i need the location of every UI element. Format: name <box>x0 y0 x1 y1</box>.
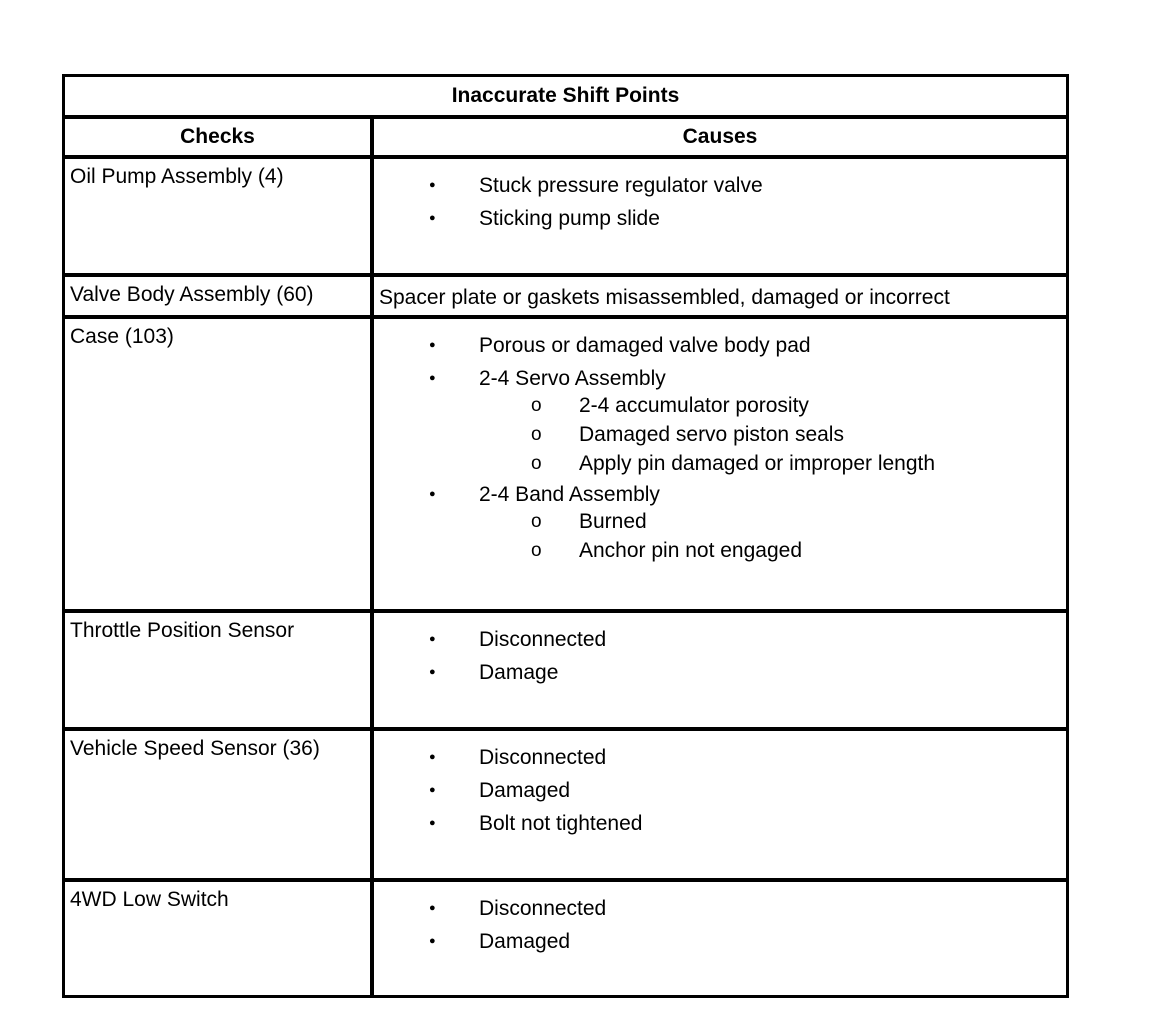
table-row <box>65 159 1066 277</box>
cause-list <box>374 159 1066 235</box>
cause-list <box>374 731 1066 840</box>
cause-item: ● Sticking pump slide <box>374 202 1066 235</box>
cause-item: ● Stuck pressure regulator valve <box>374 169 1066 202</box>
sub-cause-item: o Damaged servo piston seals <box>479 420 1066 449</box>
causes-cell <box>374 882 1066 995</box>
table-row <box>65 731 1066 882</box>
check-cell: Vehicle Speed Sensor (36) <box>65 731 374 878</box>
cause-item: ● Bolt not tightened <box>374 807 1066 840</box>
check-cell: 4WD Low Switch <box>65 882 374 995</box>
check-cell: Throttle Position Sensor <box>65 613 374 727</box>
diagnostic-table <box>62 74 1069 998</box>
cause-label: 2-4 Servo Assembly <box>479 367 666 390</box>
check-cell: Valve Body Assembly (60) <box>65 277 374 315</box>
cause-item: ● Disconnected <box>374 741 1066 774</box>
causes-cell <box>374 613 1066 727</box>
sub-cause-item: o Burned <box>479 507 1066 536</box>
table-row <box>65 319 1066 613</box>
table-row <box>65 882 1066 995</box>
sub-cause-item: o Apply pin damaged or improper length <box>479 449 1066 478</box>
sub-cause-list <box>479 391 1066 478</box>
causes-cell <box>374 159 1066 273</box>
sub-cause-item: o Anchor pin not engaged <box>479 536 1066 565</box>
table-title: Inaccurate Shift Points <box>65 77 1066 119</box>
cause-list <box>374 319 1066 565</box>
table-header-row <box>65 119 1066 159</box>
cause-item <box>374 478 1066 565</box>
check-cell: Oil Pump Assembly (4) <box>65 159 374 273</box>
header-checks: Checks <box>65 119 374 155</box>
header-causes: Causes <box>682 125 758 148</box>
cause-item: ● Disconnected <box>374 892 1066 925</box>
cause-item <box>374 329 1066 362</box>
cause-item: ● Disconnected <box>374 623 1066 656</box>
cause-item: ● Damaged <box>374 925 1066 958</box>
check-cell: Case (103) <box>65 319 374 609</box>
sub-cause-list <box>479 507 1066 565</box>
causes-cell <box>374 731 1066 878</box>
cause-list <box>374 882 1066 958</box>
cause-label: 2-4 Band Assembly <box>479 483 660 506</box>
table-row <box>65 613 1066 731</box>
cause-item <box>374 362 1066 478</box>
causes-cell <box>374 319 1066 609</box>
sub-cause-item: o 2-4 accumulator porosity <box>479 391 1066 420</box>
cause-label: Porous or damaged valve body pad <box>479 334 811 357</box>
cause-item: ● Damaged <box>374 774 1066 807</box>
cause-item: ● Damage <box>374 656 1066 689</box>
causes-cell: Spacer plate or gaskets misassembled, damaged or incorrect <box>379 286 950 309</box>
cause-list <box>374 613 1066 689</box>
table-row <box>65 277 1066 319</box>
